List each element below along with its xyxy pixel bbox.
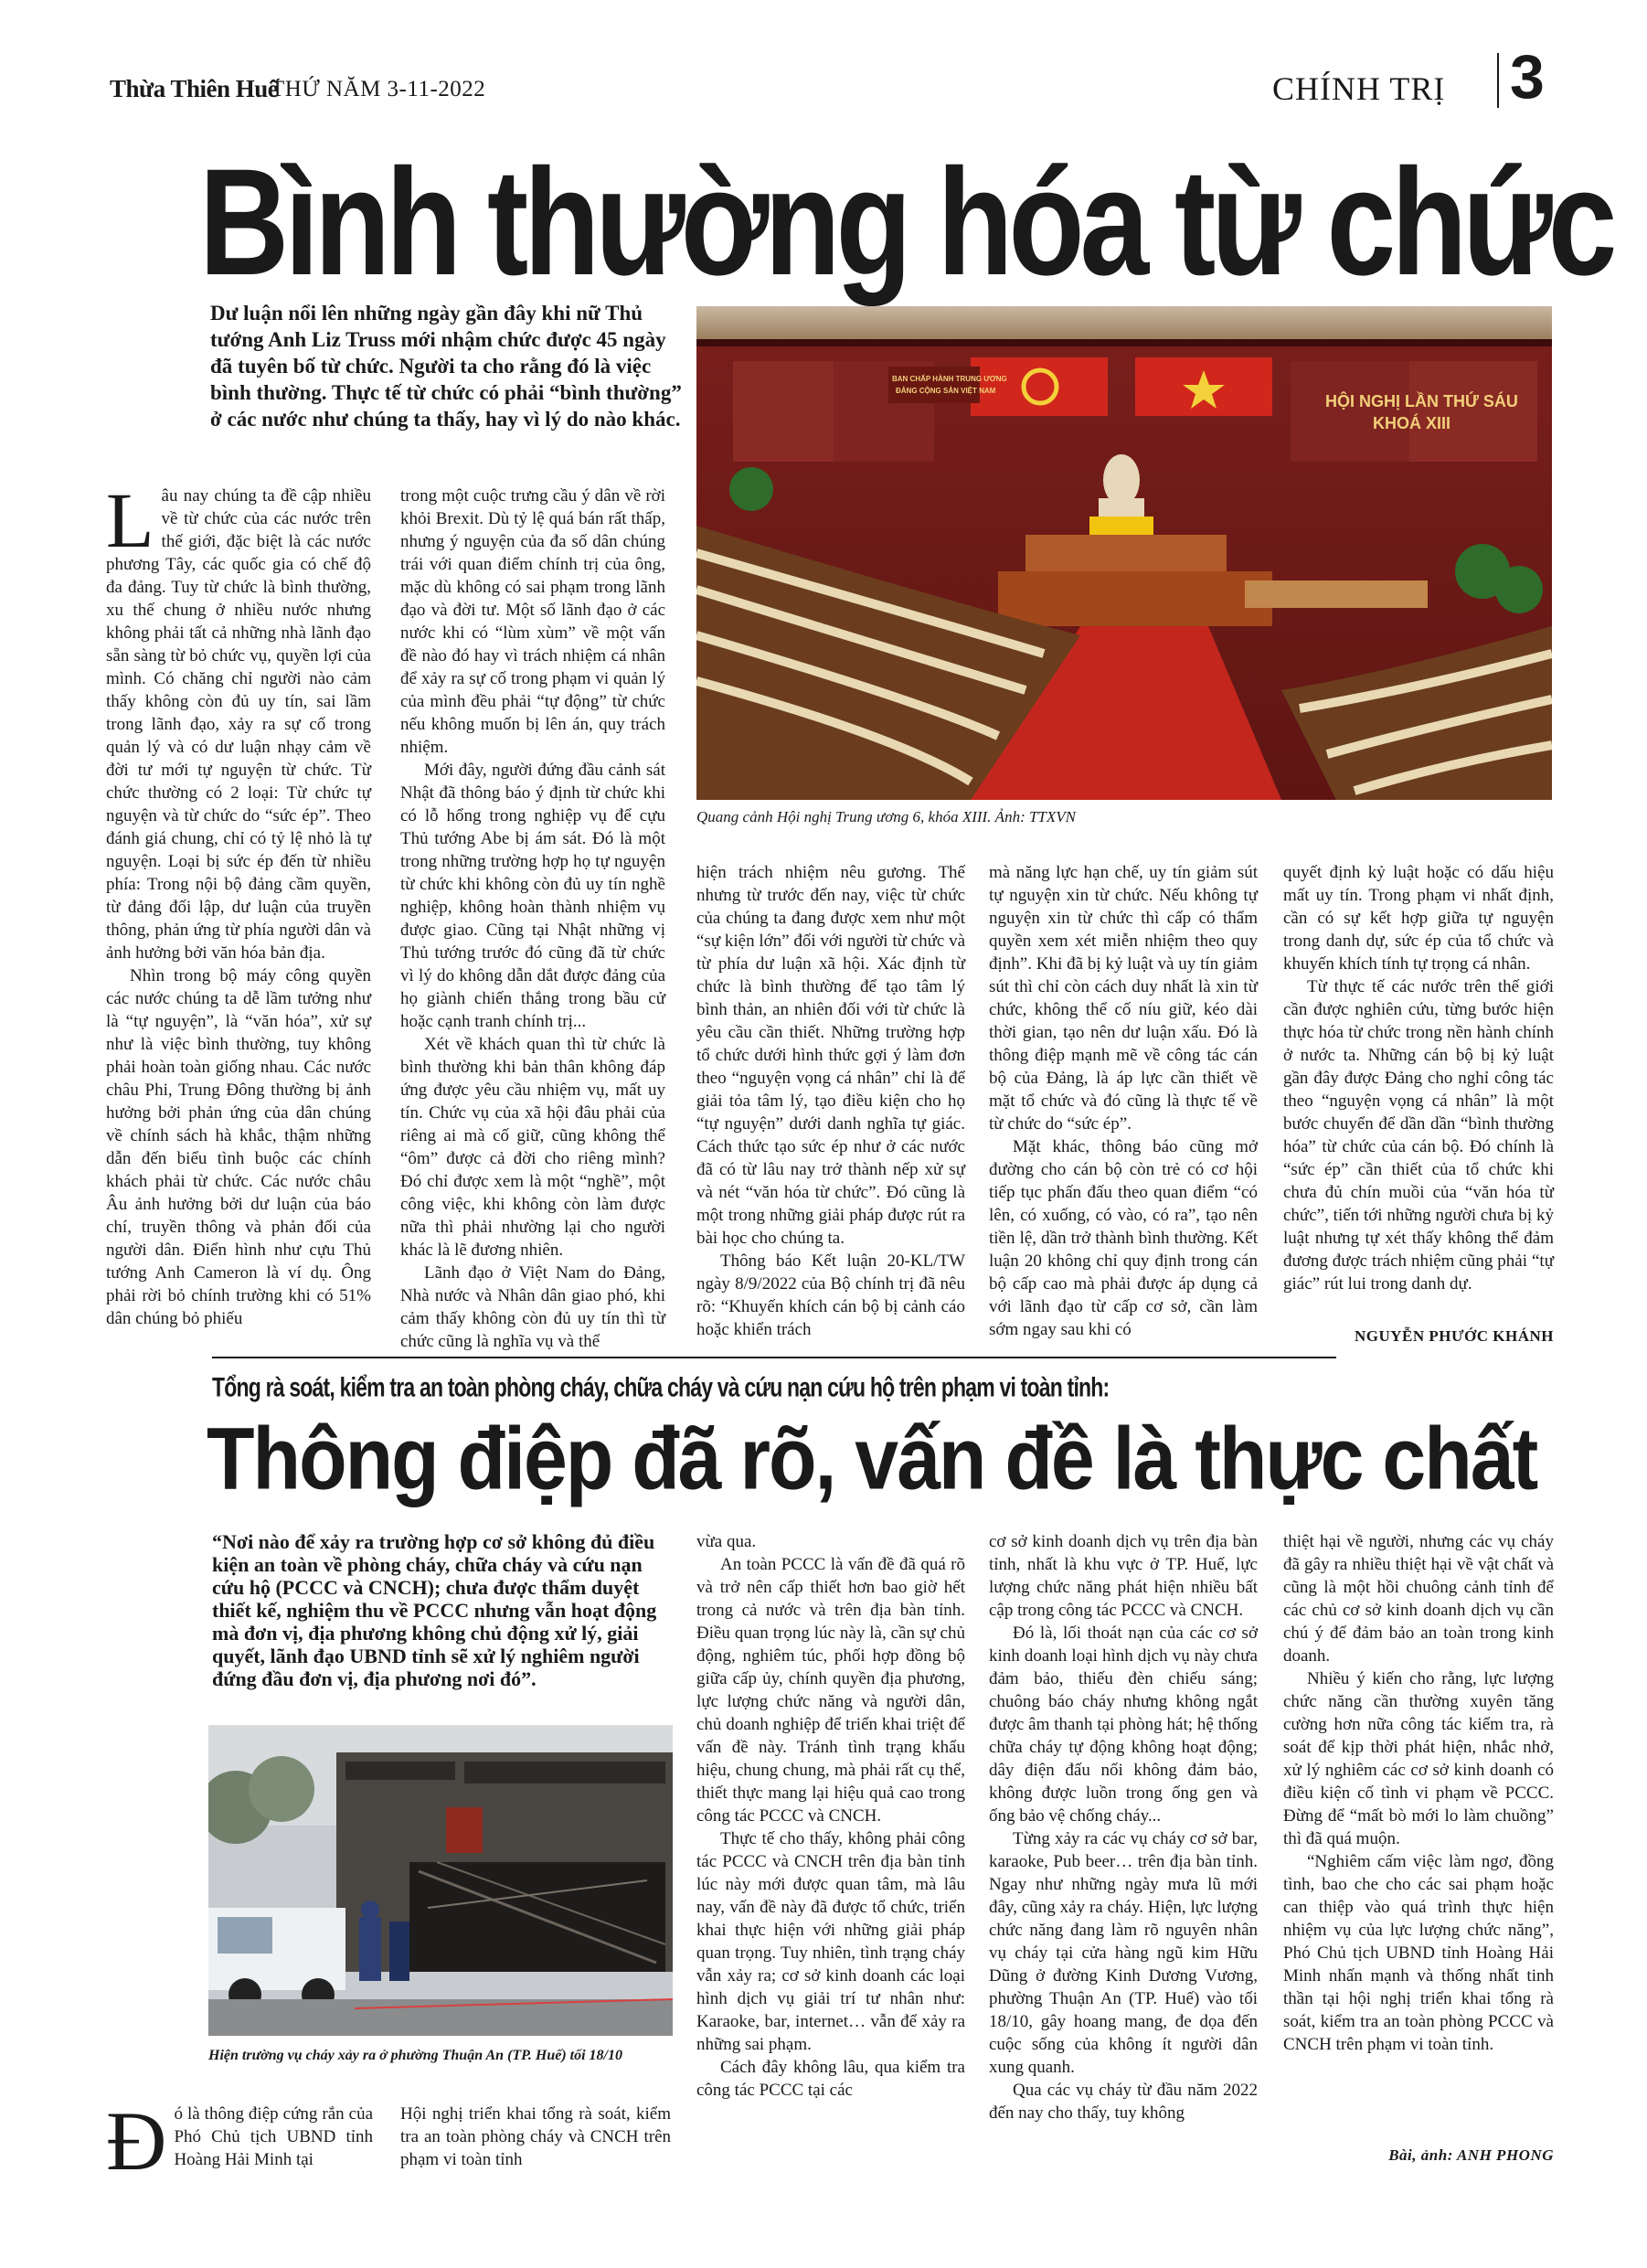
article2-col1b-text: Hội nghị triển khai tổng rà soát, kiểm tra an toàn phòng cháy và CNCH trên phạm vi toàn tỉnh <box>400 2104 671 2169</box>
article2-col3-para3: Từng xảy ra các vụ cháy cơ sở bar, karaoke, Pub beer… trên địa bàn tỉnh. Ngay như những ngày mưa lũ mới đây, cũng xảy ra cháy. Hiện, lực lượng chức năng đang làm rõ nguyên nhân vụ cháy tại cửa hàng ngũ kim Hữu Dũng ở đường Kinh Dương Vương, phường Thuận An (TP. Huế) vào tối 18/10, gây hoang mang, đe dọa đến cuộc sống của không ít người dân xung quanh. <box>989 1829 1258 2077</box>
article2-col4-para3: “Nghiêm cấm việc làm ngơ, đồng tình, bao che cho các sai phạm hoặc can thiệp vào quá trình thực hiện nhiệm vụ của lực lượng chức năng”, Phó Chủ tịch UBND tỉnh Hoàng Hải Minh nhấn mạnh và thống nhất tinh thần tại hội nghị triển khai tổng rà soát, kiểm tra an toàn phòng PCCC và CNCH trên phạm vi toàn tỉnh. <box>1283 1852 1554 2054</box>
article1-col2-para3: Xét về khách quan thì từ chức là bình thường khi bản thân không đáp ứng được yêu cầu nhiệm vụ, mất uy tín. Chức vụ của xã hội đâu phải của riêng ai mà cố giữ, cũng không thể “ôm” được cả đời cho riêng mình? Đó chỉ được xem là một “nghề”, một công việc, khi không còn làm được nữa thì phải nhường lại cho người khác là lẽ đương nhiên. <box>400 1035 665 1260</box>
article2-col2-para2: An toàn PCCC là vấn đề đã quá rõ và trở nên cấp thiết hơn bao giờ hết trong cả nước và trên địa bàn tỉnh. Điều quan trọng lúc này là, cần sự chủ động, nghiêm túc, phối hợp đồng bộ giữa cấp ủy, chính quyền địa phương, lực lượng chức năng và người dân, chủ doanh nghiệp để triển khai triệt để vấn đề này. Tránh tình trạng khẩu hiệu, chung chung, mà phải rất cụ thể, thiết thực mang lại hiệu quả cao trong công tác PCCC và CNCH. <box>696 1555 965 1826</box>
article2-col3-para4: Qua các vụ cháy từ đầu năm 2022 đến nay cho thấy, tuy không <box>989 2081 1258 2123</box>
photo-conference-text-1: HỘI NGHỊ LẦN THỨ SÁU <box>1325 392 1518 410</box>
article2-col2-para4: Cách đây không lâu, qua kiểm tra công tác PCCC tại các <box>696 2058 965 2100</box>
article2-col2-para3: Thực tế cho thấy, không phải công tác PCCC và CNCH trên địa bàn tỉnh lúc này mới được quan tâm, mà lâu nay, vấn đề này đã được tổ chức, triển khai thực hiện với những giải pháp quan trọng. Tuy nhiên, tình trạng cháy vẫn xảy ra; cơ sở kinh doanh các loại hình dịch vụ giải trí tư nhân như: Karaoke, bar, internet… vẫn để xảy ra những sai phạm. <box>696 1829 965 2054</box>
article1-col4-para1: mà năng lực hạn chế, uy tín giảm sút tự nguyện xin từ chức. Nếu không tự nguyện xin từ chức thì cấp có thẩm quyền xem xét miễn nhiệm theo quy định”. Khi đã bị kỷ luật và uy tín giảm sút thì chỉ còn cách duy nhất là xin từ chức, không thể cố níu giữ, kéo dài thời gian, tạo nên dư luận xấu. Đó là thông điệp mạnh mẽ về công tác cán bộ của Đảng, là áp lực cần thiết về mặt tổ chức và đó cũng là thực tế về từ chức do “sức ép”. <box>989 863 1258 1134</box>
article1-photo-caption: Quang cảnh Hội nghị Trung ương 6, khóa XIII. Ảnh: TTXVN <box>696 808 1076 825</box>
article-separator <box>212 1357 1336 1358</box>
article2-column-4 <box>1283 1530 1554 2056</box>
article1-column-1 <box>106 476 371 1330</box>
article1-lead: Dư luận nổi lên những ngày gần đây khi nữ Thủ tướng Anh Liz Truss mới nhậm chức được 45 ngày đã tuyên bố từ chức. Người ta cho rằng đó là việc bình thường. Thực tế từ chức có phải “bình thường” ở các nước như chúng ta thấy, hay vì lý do nào khác. <box>210 302 682 431</box>
article1-column-4 <box>989 861 1258 1341</box>
article2-col4-para1: thiệt hại về người, nhưng các vụ cháy đã gây ra nhiều thiệt hại về vật chất và cũng là một hồi chuông cảnh tỉnh để các chủ cơ sở kinh doanh dịch vụ cần chú ý để đảm bảo an toàn trong kinh doanh. <box>1283 1532 1554 1666</box>
article1-col5-para2: Từ thực tế các nước trên thế giới cần được nghiên cứu, từng bước hiện thực hóa từ chức trong nền hành chính ở nước ta. Những cán bộ bị kỷ luật gần đây được Đảng cho nghỉ công tác theo “nguyện vọng cá nhân” là một bước chuyển để dần dần “bình thường hóa” từ chức của cán bộ. Đó chính là “sức ép” cần thiết của tổ chức khi chưa đủ chín muồi của “văn hóa từ chức”, tiến tới những người chưa bị kỷ luật nhưng tự xét thấy không thể đảm đương được trách nhiệm cũng phải “tự giác” rút lui trong danh dự. <box>1283 977 1554 1294</box>
header-divider <box>1497 53 1499 108</box>
photo-banner-text-2: ĐẢNG CỘNG SẢN VIỆT NAM <box>896 387 996 395</box>
issue-date: THỨ NĂM 3-11-2022 <box>271 77 486 101</box>
article1-photo <box>696 306 1552 800</box>
article1-col3-para1: hiện trách nhiệm nêu gương. Thế nhưng từ trước đến nay, việc từ chức của chúng ta đang được xem như một “sự kiện lớn” đối với người từ chức và từ phía dư luận xã hội. Xác định từ chức là bình thường để tạo tâm lý bình thản, an nhiên đối với từ chức là yêu cầu cần thiết. Những trường hợp tổ chức dưới hình thức gợi ý làm đơn theo “nguyện vọng cá nhân” chỉ là để giải tỏa tâm lý, tạo điều kiện cho họ “tự nguyện” dưới danh nghĩa tự giác. Cách thức tạo sức ép như ở các nước đã có từ lâu nay trở thành nếp xử sự và nét “văn hóa từ chức”. Đó cũng là một trong những giải pháp được rút ra bài học cho chúng ta. <box>696 863 965 1248</box>
article2-title: Thông điệp đã rõ, vấn đề là thực chất <box>207 1410 1537 1508</box>
article2-column-1a <box>106 2094 373 2188</box>
article2-column-1b <box>400 2103 671 2171</box>
article2-photo <box>208 1725 673 2036</box>
photo-banner-text-1: BAN CHẤP HÀNH TRUNG ƯƠNG <box>892 375 1007 383</box>
photo-conference-text-2: KHOÁ XIII <box>1373 414 1451 432</box>
article2-dropcap: Đ <box>106 2094 167 2188</box>
page-number: 3 <box>1510 42 1545 112</box>
article2-kicker: Tổng rà soát, kiểm tra an toàn phòng cháy, chữa cháy và cứu nạn cứu hộ trên phạm vi toàn tỉnh: <box>212 1371 1110 1402</box>
article2-column-3 <box>989 1530 1258 2124</box>
article2-col3-para1: cơ sở kinh doanh dịch vụ trên địa bàn tỉnh, nhất là khu vực ở TP. Huế, lực lượng chức năng phát hiện nhiều bất cập trong công tác PCCC và CNCH. <box>989 1532 1258 1620</box>
article2-col2-para1: vừa qua. <box>696 1532 757 1551</box>
article1-col3-para2: Thông báo Kết luận 20-KL/TW ngày 8/9/2022 của Bộ chính trị đã nêu rõ: “Khuyến khích cán bộ bị cảnh cáo hoặc khiển trách <box>696 1251 965 1339</box>
article1-col4-para2: Mặt khác, thông báo cũng mở đường cho cán bộ còn trẻ có cơ hội tiếp tục phấn đấu theo quan điểm “có lên, có xuống, có vào, có ra”, tạo nên tiền lệ, dần trở thành bình thường. Kết luận 20 không chỉ quy định trong cán bộ cấp cao mà phải được áp dụng cả với lãnh đạo từ cấp cơ sở, cần làm sớm ngay sau khi có <box>989 1137 1258 1339</box>
article2-byline: Bài, ảnh: ANH PHONG <box>1388 2146 1554 2164</box>
article1-col2-para1: trong một cuộc trưng cầu ý dân về rời khỏi Brexit. Dù tỷ lệ quá bán rất thấp, nhưng ý nguyện của đa số dân chúng trái với quan điểm chính trị của ông, mặc dù không có sai phạm trong lãnh đạo và đời tư. Một số lãnh đạo ở các nước khi có “lùm xùm” về một vấn đề nào đó hay vì trách nhiệm cá nhân để xảy ra sự cố trong phạm vi quản lý của mình đều phải “tự động” từ chức nếu không muốn bị lên án, quy trách nhiệm. <box>400 486 665 757</box>
article1-col1-para2: Nhìn trong bộ máy công quyền các nước chúng ta dễ lầm tưởng như là “tự nguyện”, là “văn hóa”, xử sự như là việc bình thường, tuy không phải hoàn toàn giống nhau. Các nước châu Phi, Trung Đông thường bị ảnh hưởng bởi phản ứng của dân chúng về chính sách hà khắc, thậm những dẫn đến biểu tình buộc các chính khách phải từ chức. Các nước châu Âu ảnh hưởng bởi dư luận của báo chí, truyền thông và phản đối của người dân. Điển hình như cựu Thủ tướng Anh Cameron là ví dụ. Ông phải rời bỏ chính trường khi có 51% dân chúng bỏ phiếu <box>106 966 371 1328</box>
paper-name: Thừa Thiên Huế <box>110 75 279 102</box>
article1-column-3 <box>696 861 965 1341</box>
article2-col4-para2: Nhiều ý kiến cho rằng, lực lượng chức năng cần thường xuyên tăng cường hơn nữa công tác kiểm tra, rà soát để kịp thời phát hiện, nhắc nhở, xử lý nghiêm các cơ sở kinh doanh có điều kiện cố tình vi phạm về PCCC. Đừng để “mất bò mới lo làm chuồng” thì đã quá muộn. <box>1283 1669 1554 1848</box>
article2-lead: “Nơi nào để xảy ra trường hợp cơ sở không đủ điều kiện an toàn về phòng cháy, chữa cháy và cứu nạn cứu hộ (PCCC và CNCH); chưa được thẩm duyệt thiết kế, nghiệm thu về PCCC nhưng vẫn hoạt động mà đơn vị, địa phương không chủ động xử lý, giải quyết, lãnh đạo UBND tỉnh sẽ xử lý nghiêm người đứng đầu đơn vị, địa phương nơi đó”. <box>212 1530 657 1690</box>
article1-col2-para2: Mới đây, người đứng đầu cảnh sát Nhật đã thông báo ý định từ chức khi có lỗ hổng trong nghiệp vụ để cựu Thủ tướng Abe bị ám sát. Đó là một trong những trường hợp họ tự nguyện từ chức khi không còn đủ uy tín nghề nghiệp, không hoàn thành nhiệm vụ được giao. Cũng tại Nhật những vị Thủ tướng trước đó cũng đã từ chức vì lý do không dẫn dắt được đảng của họ giành chiến thắng trong bầu cử hoặc cạnh tranh chính trị... <box>400 761 665 1031</box>
article1-title: Bình thường hóa từ chức <box>199 136 1613 307</box>
article1-column-5 <box>1283 861 1554 1295</box>
article1-byline: NGUYỄN PHƯỚC KHÁNH <box>1354 1327 1554 1345</box>
article1-col1-para1: âu nay chúng ta đề cập nhiều về từ chức của các nước trên thế giới, đặc biệt là các nước phương Tây, các quốc gia có chế độ đa đảng. Tuy từ chức là bình thường, xu thế chung ở nhiều nước nhưng không phải tất cả những nhà lãnh đạo sẵn sàng từ bỏ chức vụ, quyền lợi của mình. Có chăng chỉ người nào cảm thấy không còn đủ uy tín, sai lầm trong lãnh đạo, xảy ra sự cố trong quản lý và có dư luận nhạy cảm về đời tư mới tự nguyện từ chức. Từ chức thường có 2 loại: Từ chức tự nguyện và từ chức do “sức ép”. Theo đánh giá chung, chỉ có tỷ lệ nhỏ là tự nguyện. Loại bị sức ép đến từ nhiều phía: Trong nội bộ đảng cầm quyền, từ đảng đối lập, dư luận của truyền thông, phản ứng từ phía người dân và ảnh hưởng bởi văn hóa bản địa. <box>106 486 371 963</box>
article1-col5-para1: quyết định kỷ luật hoặc có dấu hiệu mất uy tín. Trong phạm vi nhất định, cần có sự kết hợp giữa tự nguyện trong danh dự, sức ép của tổ chức và khuyến khích tính tự trọng cá nhân. <box>1283 863 1554 974</box>
section-name: CHÍNH TRỊ <box>1272 70 1446 107</box>
article1-col2-para4: Lãnh đạo ở Việt Nam do Đảng, Nhà nước và Nhân dân giao phó, khi cảm thấy không còn đủ uy tín thì từ chức cũng là nghĩa vụ và thể <box>400 1263 665 1351</box>
article1-column-2 <box>400 484 665 1353</box>
article1-dropcap: L <box>106 476 154 564</box>
article2-col1a-text: ó là thông điệp cứng rắn của Phó Chủ tịch UBND tỉnh Hoàng Hải Minh tại <box>174 2104 373 2169</box>
article2-col3-para2: Đó là, lối thoát nạn của các cơ sở kinh doanh loại hình dịch vụ này chưa đảm bảo, thiếu đèn chiếu sáng; chuông báo cháy nhưng không ngắt được âm thanh tại phòng hát; hệ thống chữa cháy tự động không hoạt động; dây điện đấu nối không đảm bảo, không được luồn trong ống gen và ống bảo vệ chống cháy... <box>989 1624 1258 1826</box>
article2-photo-caption: Hiện trường vụ cháy xảy ra ở phường Thuận An (TP. Huế) tối 18/10 <box>208 2048 622 2063</box>
article2-column-2 <box>696 1530 965 2102</box>
